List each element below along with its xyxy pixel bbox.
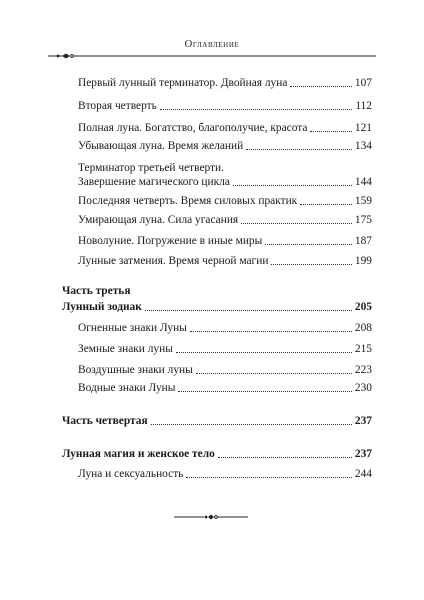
running-header: Оглавление	[184, 39, 240, 50]
toc-entry[interactable]: Воздушные знаки луны 223	[78, 364, 372, 376]
dot-leader	[246, 149, 352, 150]
dot-leader	[271, 264, 351, 265]
toc-entry[interactable]: Вторая четверть 112	[78, 100, 372, 112]
dot-leader	[178, 391, 351, 392]
toc-entry[interactable]: Последняя четверть. Время силовых практик 159	[78, 195, 372, 207]
part-label: Часть третья	[62, 285, 131, 297]
toc-entry[interactable]: Огненные знаки Луны 208	[78, 322, 372, 334]
toc-entry[interactable]: Терминатор третьей четверти. Завершение магического цикла 144	[78, 162, 372, 188]
dot-leader	[151, 424, 352, 425]
dot-leader	[176, 352, 352, 353]
dot-leader	[265, 244, 352, 245]
dot-leader	[310, 131, 351, 132]
dot-leader	[160, 109, 353, 110]
toc-part-entry[interactable]: Часть четвертая 237	[62, 415, 372, 427]
toc-entry[interactable]: Умирающая луна. Сила угасания 175	[78, 214, 372, 226]
footer-ornament-divider	[174, 512, 248, 522]
dot-leader	[145, 310, 352, 311]
toc-entry[interactable]: Убывающая луна. Время желаний 134	[78, 140, 372, 152]
toc-entry[interactable]: Луна и сексуальность 244	[78, 468, 372, 480]
dot-leader	[196, 373, 352, 374]
toc-entry[interactable]: Новолуние. Погружение в иные миры 187	[78, 235, 372, 247]
dot-leader	[233, 185, 352, 186]
header-ornament-divider	[48, 51, 376, 61]
dot-leader	[186, 477, 352, 478]
dot-leader	[300, 204, 352, 205]
toc-entry[interactable]: Первый лунный терминатор. Двойная луна 107	[78, 77, 372, 89]
toc-entry[interactable]: Лунные затмения. Время черной магии 199	[78, 255, 372, 267]
toc-entry[interactable]: Полная луна. Богатство, благополучие, красота 121	[78, 122, 372, 134]
toc-entry[interactable]: Водные знаки Луны 230	[78, 382, 372, 394]
dot-leader	[290, 86, 352, 87]
toc-entry[interactable]: Земные знаки луны 215	[78, 343, 372, 355]
toc-part-entry[interactable]: Лунный зодиак 205	[62, 301, 372, 313]
toc-part-entry[interactable]: Лунная магия и женское тело 237	[62, 448, 372, 460]
dot-leader	[218, 457, 352, 458]
dot-leader	[190, 331, 352, 332]
dot-leader	[241, 223, 352, 224]
